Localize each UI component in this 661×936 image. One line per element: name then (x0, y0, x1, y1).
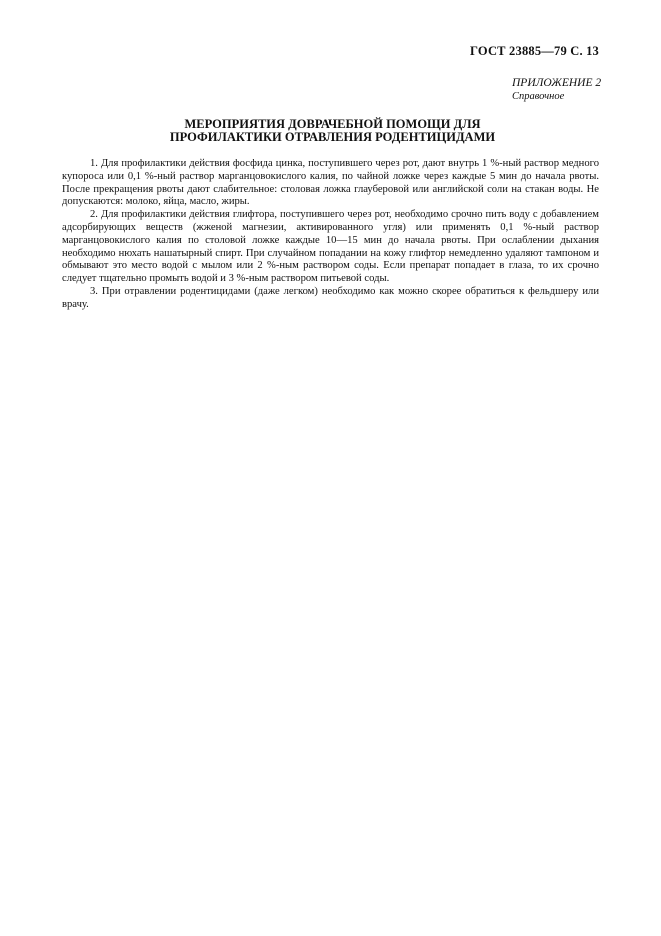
document-body (62, 158, 599, 312)
document-title-line-2: ПРОФИЛАКТИКИ ОТРАВЛЕНИЯ РОДЕНТИЦИДАМИ (169, 130, 496, 144)
appendix-note: Справочное (512, 91, 565, 102)
paragraph-1: 1. Для профилактики действия фосфида цинка, поступившего через рот, дают внутрь 1 %-ный раствор медного купороса или 0,1 %-ный раствор марганцовокислого калия, по чайной ложке через каждые 5 мин до начала рвоты. После прекращения рвоты дают слабительное: столовая ложка глауберовой или английской соли на стакан воды. Не допускаются: молоко, яйца, масло, жиры. (62, 158, 599, 208)
appendix-title: ПРИЛОЖЕНИЕ 2 (512, 77, 602, 89)
appendix-label (512, 76, 601, 104)
paragraph-2: 2. Для профилактики действия глифтора, поступившего через рот, необходимо срочно пить воду с добавлением адсорбирующих веществ (жженой магнезии, активированного угля) или применять 0,1 %-ный раствор марганцовокислого калия по столовой ложке каждые 10—15 мин до начала рвоты. При ослаблении дыхания необходимо нюхать нашатырный спирт. При случайном попадании на кожу глифтор немедленно удаляют тампоном и обмывают это место водой с мылом или 2 %-ным раствором соды. Если препарат попадает в глаза, то их срочно следует тщательно промыть водой и 3 %-ным раствором питьевой соды. (62, 209, 599, 285)
document-title-line-1: МЕРОПРИЯТИЯ ДОВРАЧЕБНОЙ ПОМОЩИ ДЛЯ (184, 117, 481, 131)
paragraph-3: 3. При отравлении родентицидами (даже легком) необходимо как можно скорее обратиться к фельдшеру или врачу. (62, 285, 599, 310)
page-header-doc-number: ГОСТ 23885—79 С. 13 (470, 44, 599, 58)
document-title (62, 118, 603, 144)
